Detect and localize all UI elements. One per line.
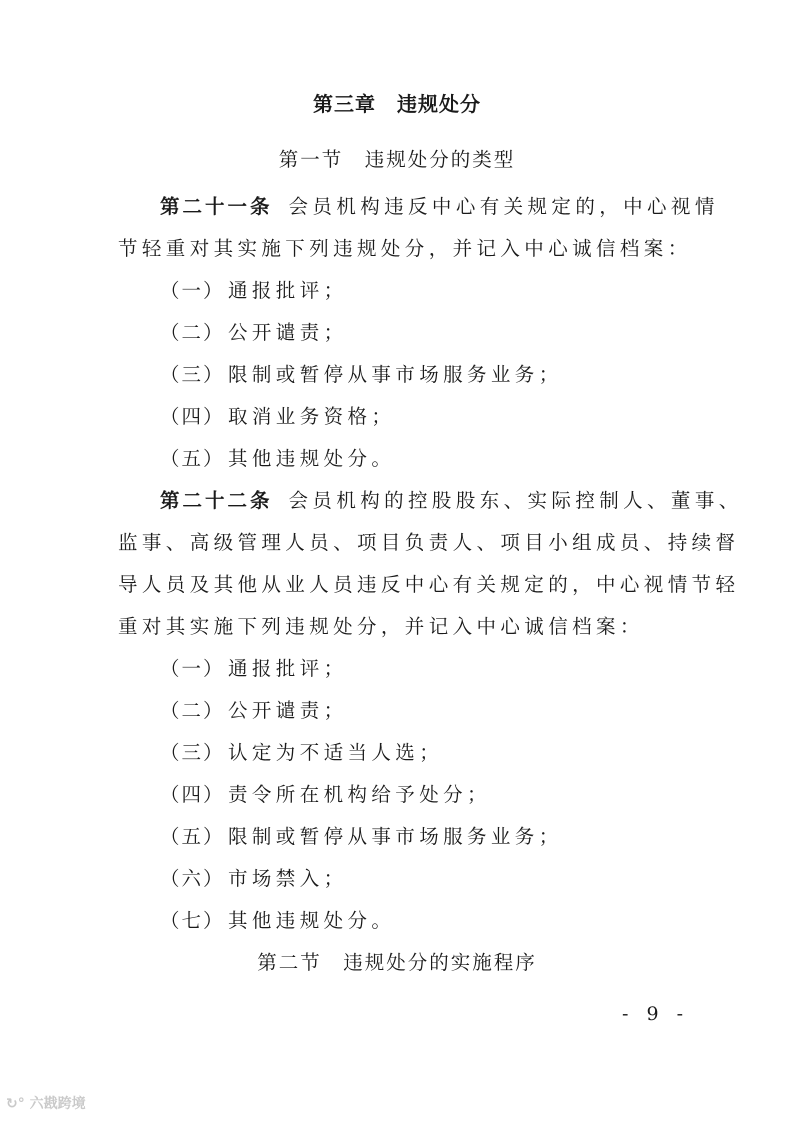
article-22-line-4: 重对其实施下列违规处分，并记入中心诚信档案： (118, 615, 644, 638)
item-number: （一） (160, 657, 225, 680)
list-item (160, 737, 443, 765)
list-item (160, 443, 395, 471)
item-number: （三） (160, 363, 225, 386)
item-number: （六） (160, 867, 225, 890)
item-text: 限制或暂停从事市场服务业务； (228, 825, 563, 848)
item-text: 公开谴责； (228, 699, 348, 722)
item-text: 取消业务资格； (228, 405, 396, 428)
item-number: （一） (160, 279, 225, 302)
article-22-text-1: 会员机构的控股股东、实际控制人、董事、 (288, 489, 743, 512)
article-22-line-2: 监事、高级管理人员、项目负责人、项目小组成员、持续督 (118, 531, 740, 554)
section-2-title: 第二节 违规处分的实施程序 (257, 951, 537, 974)
article-21-text-1: 会员机构违反中心有关规定的，中心视情 (288, 195, 719, 218)
article-21-line-1 (160, 191, 719, 219)
item-number: （四） (160, 405, 225, 428)
item-text: 通报批评； (228, 279, 348, 302)
list-item (160, 653, 348, 681)
article-22-line-1 (160, 485, 743, 513)
watermark-text: 六戡跨境 (29, 1096, 86, 1112)
item-text: 其他违规处分。 (228, 447, 396, 470)
article-21-number: 第二十一条 (160, 195, 273, 218)
item-text: 认定为不适当人选； (228, 741, 444, 764)
item-number: （五） (160, 825, 225, 848)
list-item (160, 359, 563, 387)
section-1-title: 第一节 违规处分的类型 (278, 148, 516, 171)
article-22-line-3: 导人员及其他从业人员违反中心有关规定的，中心视情节轻 (118, 573, 740, 596)
item-text: 市场禁入； (228, 867, 348, 890)
list-item (160, 779, 491, 807)
chapter-title: 第三章 违规处分 (313, 92, 481, 116)
item-text: 限制或暂停从事市场服务业务； (228, 363, 563, 386)
item-text: 通报批评； (228, 657, 348, 680)
list-item (160, 401, 395, 429)
item-number: （三） (160, 741, 225, 764)
item-number: （七） (160, 909, 225, 932)
item-text: 公开谴责； (228, 321, 348, 344)
list-item (160, 275, 348, 303)
item-number: （四） (160, 783, 225, 806)
list-item (160, 317, 348, 345)
item-number: （二） (160, 699, 225, 722)
list-item (160, 821, 563, 849)
list-item (160, 905, 395, 933)
list-item (160, 695, 348, 723)
item-text: 责令所在机构给予处分； (228, 783, 491, 806)
item-text: 其他违规处分。 (228, 909, 396, 932)
list-item (160, 863, 348, 891)
article-22-number: 第二十二条 (160, 489, 273, 512)
item-number: （二） (160, 321, 225, 344)
article-21-line-2: 节轻重对其实施下列违规处分，并记入中心诚信档案： (118, 237, 692, 260)
watermark (6, 1093, 86, 1113)
watermark-logo-icon: ↻° (6, 1096, 25, 1112)
page-number: - 9 - (622, 1003, 690, 1025)
item-number: （五） (160, 447, 225, 470)
